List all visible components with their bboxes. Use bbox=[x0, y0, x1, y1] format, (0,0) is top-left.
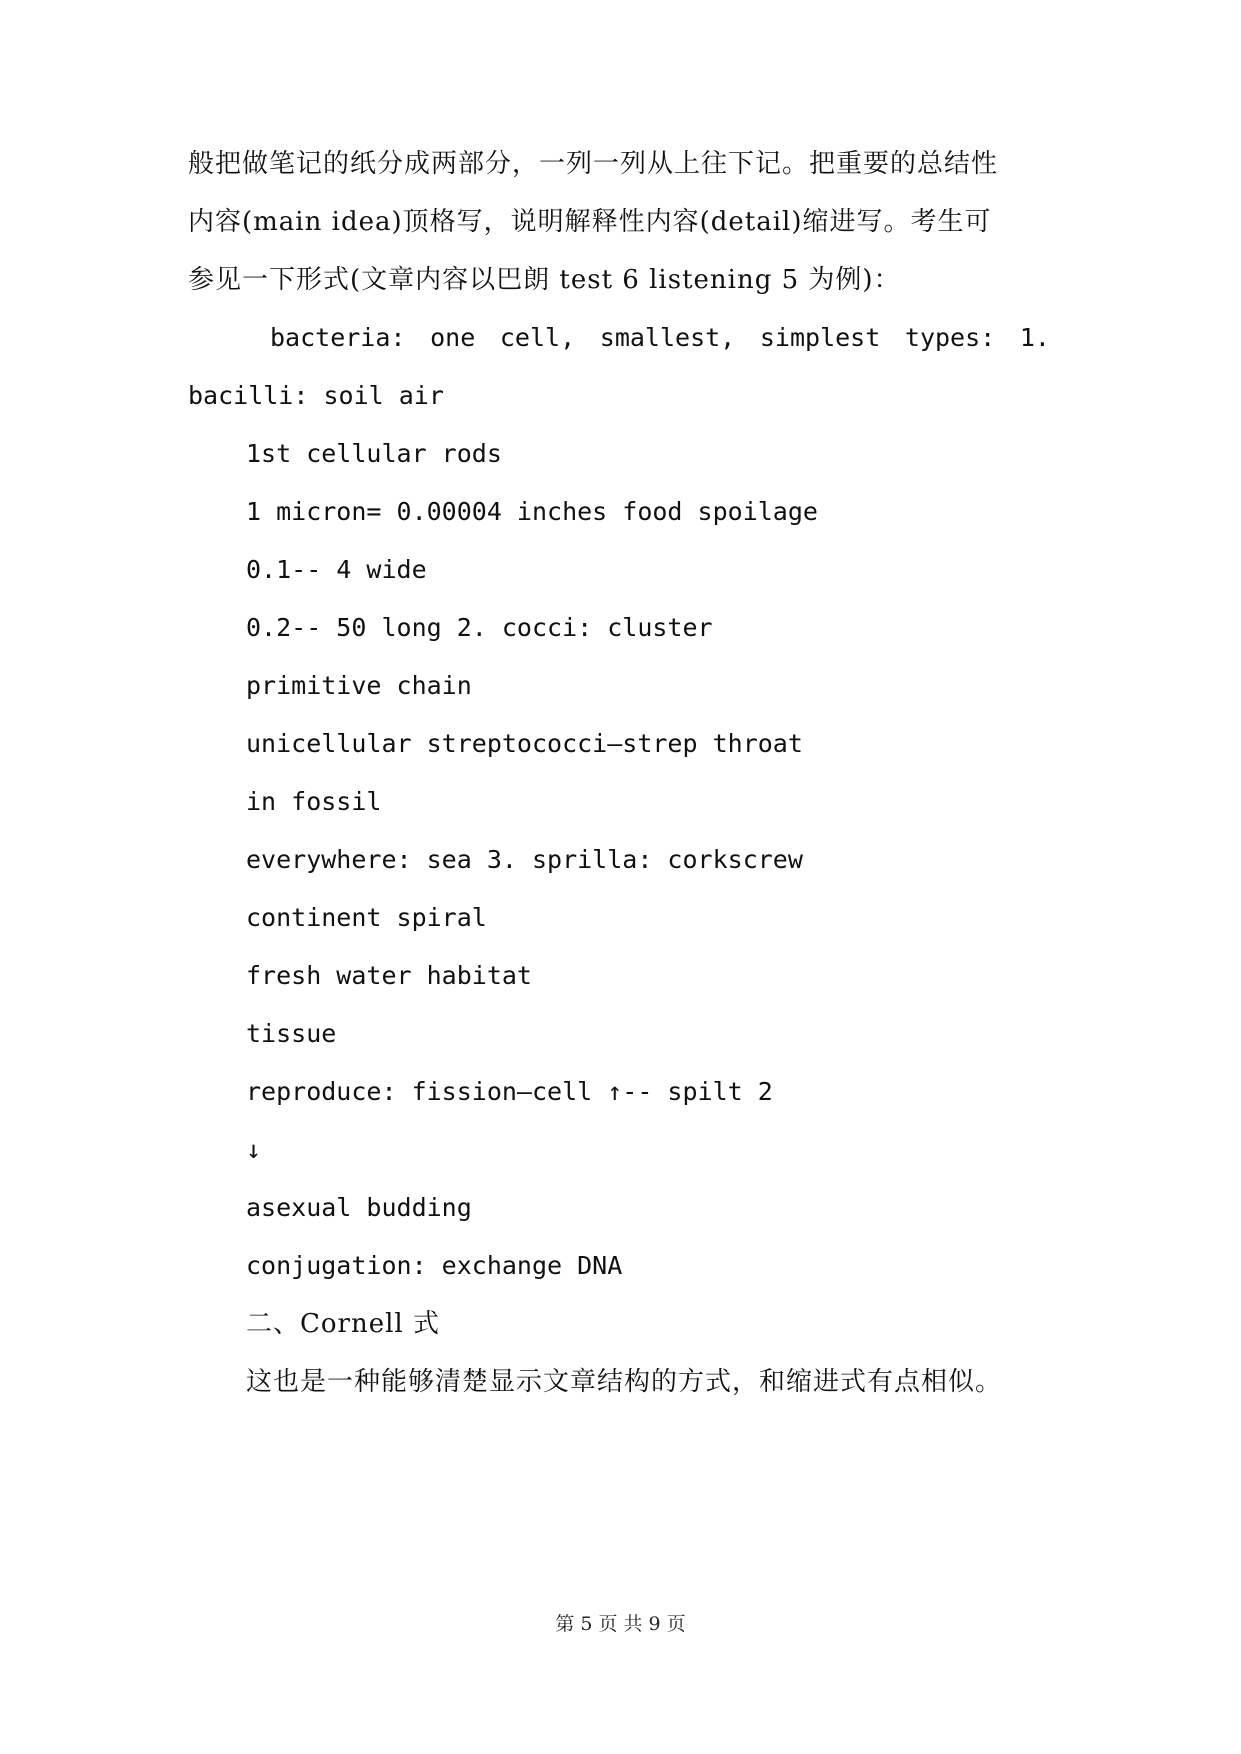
notes-word: simplest bbox=[759, 323, 881, 352]
notes-line: 0.1-- 4 wide bbox=[246, 555, 427, 584]
section-heading: 二、Cornell 式 bbox=[246, 1309, 441, 1339]
paragraph-line-2: 内容(main idea)顶格写，说明解释性内容(detail)缩进写。考生可 bbox=[188, 207, 992, 237]
notes-line: everywhere: sea 3. sprilla: corkscrew bbox=[246, 845, 803, 874]
notes-line: 1 micron= 0.00004 inches food spoilage bbox=[246, 497, 818, 526]
notes-line: fresh water habitat bbox=[246, 961, 532, 990]
notes-word: types: bbox=[904, 323, 996, 352]
notes-word: cell, bbox=[499, 323, 576, 352]
notes-word: bacteria: bbox=[270, 323, 406, 352]
notes-word: smallest, bbox=[599, 323, 736, 352]
down-arrow-line: ↓ bbox=[246, 1135, 262, 1164]
notes-line: 0.2-- 50 long 2. cocci: cluster bbox=[246, 613, 713, 642]
notes-line: in fossil bbox=[246, 787, 382, 816]
page-number: 第 5 页 共 9 页 bbox=[555, 1613, 686, 1635]
notes-word: 1. bbox=[1019, 323, 1050, 352]
paragraph-line-3: 参见一下形式(文章内容以巴朗 test 6 listening 5 为例)： bbox=[188, 265, 901, 295]
closing-line: 这也是一种能够清楚显示文章结构的方式，和缩进式有点相似。 bbox=[246, 1367, 1003, 1397]
notes-line-bacilli: bacilli: soil air bbox=[188, 381, 444, 410]
notes-line: continent spiral bbox=[246, 903, 487, 932]
paragraph-line-1: 般把做笔记的纸分成两部分，一列一列从上往下记。把重要的总结性 bbox=[188, 149, 999, 179]
notes-word: one bbox=[430, 323, 476, 352]
notes-line: 1st cellular rods bbox=[246, 439, 502, 468]
notes-first-line bbox=[270, 322, 1050, 354]
notes-line: primitive chain bbox=[246, 671, 472, 700]
notes-line: asexual budding bbox=[246, 1193, 472, 1222]
notes-line: reproduce: fission—cell ↑-- spilt 2 bbox=[246, 1077, 773, 1106]
notes-line: tissue bbox=[246, 1019, 337, 1048]
notes-line: unicellular streptococci—strep throat bbox=[246, 729, 803, 758]
notes-line: conjugation: exchange DNA bbox=[246, 1251, 623, 1280]
